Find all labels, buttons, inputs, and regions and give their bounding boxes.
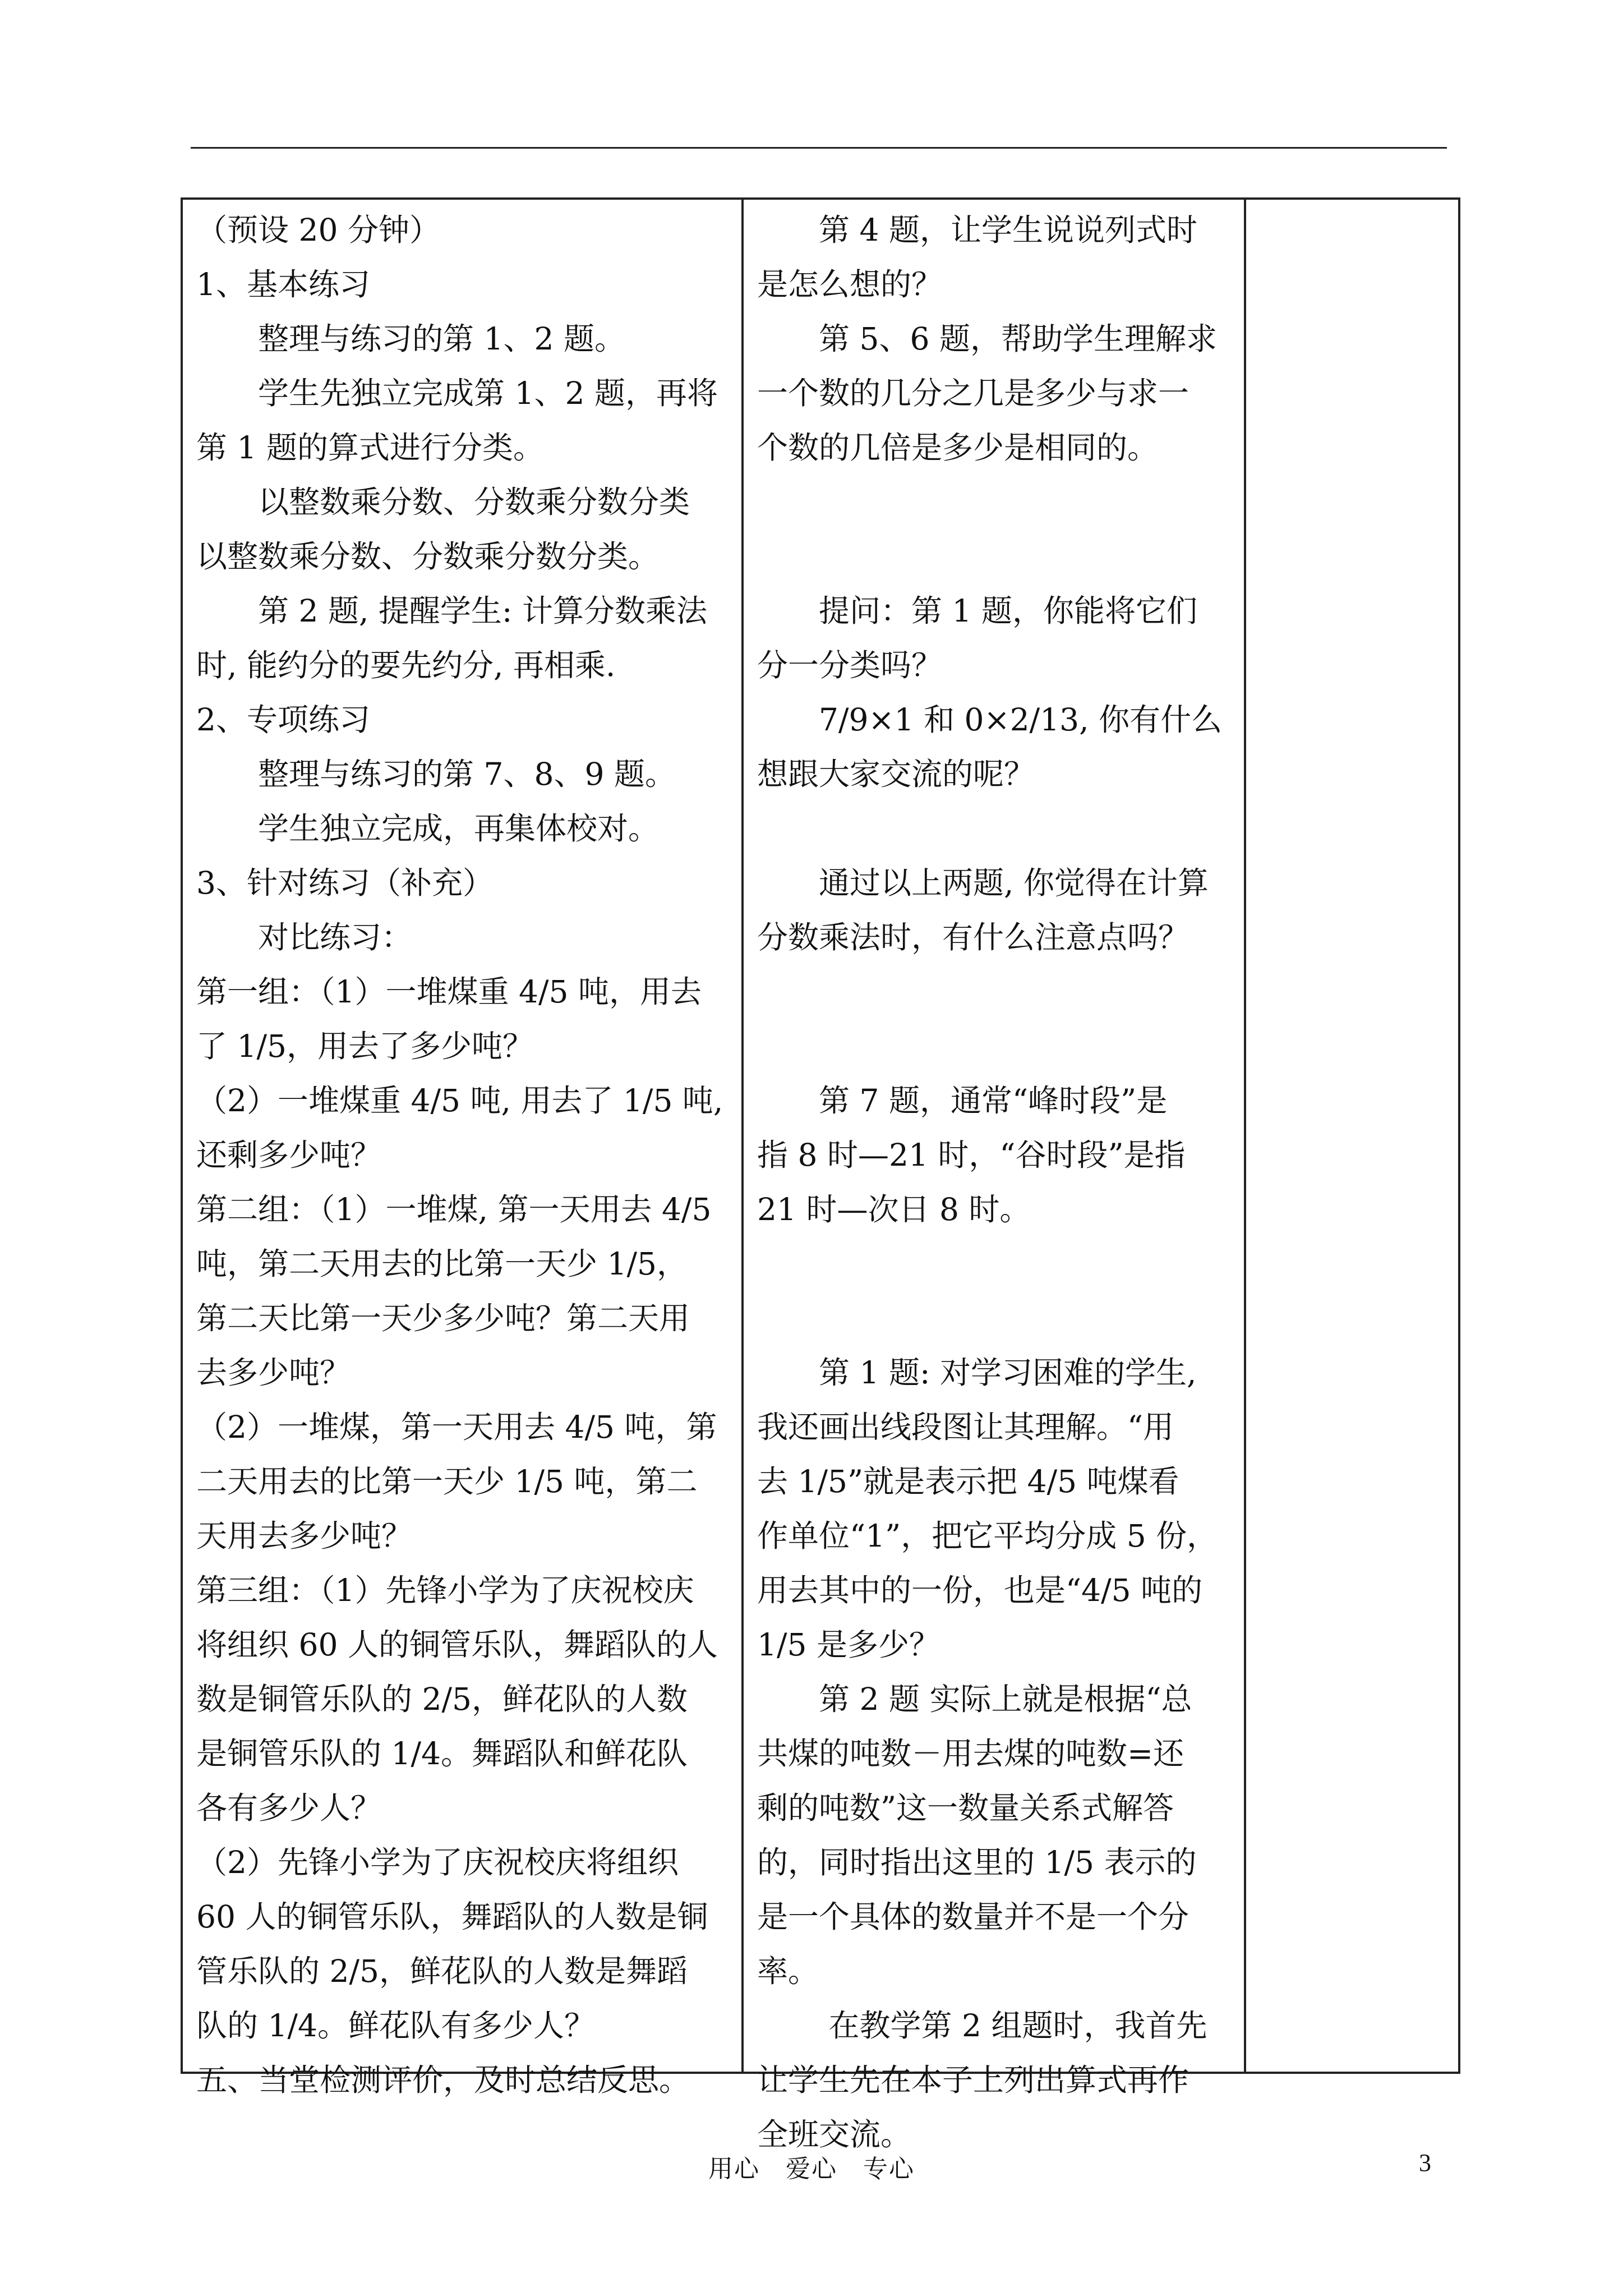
intent-text-line: 想跟大家交流的呢？ <box>757 756 1035 792</box>
intent-text-line: 作单位“1”，把它平均分成 5 份， <box>757 1518 1218 1554</box>
intent-text-line <box>757 965 1239 1019</box>
intent-text-line: 让学生先在本子上列出算式再作 <box>757 2062 1189 2098</box>
activity-text-line: 队的 1/4。鲜花队有多少人？ <box>196 2008 595 2044</box>
activity-text-line: 五、当堂检测评价，及时总结反思。 <box>196 2062 690 2098</box>
activity-text-line: 还剩多少吨？ <box>196 1137 382 1173</box>
intent-text-line: 的，同时指出这里的 1/5 表示的 <box>757 1844 1197 1880</box>
activity-text-line: （2）先锋小学为了庆祝校庆将组织 <box>196 1844 679 1880</box>
intent-text-line: 一个数的几分之几是多少与求一 <box>757 375 1189 411</box>
intent-text-line <box>757 530 1239 584</box>
activity-text-line: 二天用去的比第一天少 1/5 吨，第二 <box>196 1464 698 1499</box>
activity-text-line: 是铜管乐队的 1/4。舞蹈队和鲜花队 <box>196 1736 688 1772</box>
header-rule <box>191 147 1447 149</box>
intent-text-line: 21 时—次日 8 时。 <box>757 1191 1031 1227</box>
intent-text-line: 提问：第 1 题，你能将它们 <box>757 593 1197 629</box>
activity-text-line: 将组织 60 人的铜管乐队，舞蹈队的人 <box>196 1627 718 1663</box>
activity-text-line: 第 1 题的算式进行分类。 <box>196 430 544 466</box>
activity-text-line: 2、专项练习 <box>196 702 370 738</box>
activity-text-line: 吨，第二天用去的比第一天少 1/5， <box>196 1246 688 1282</box>
activity-text-line: 学生独立完成，再集体校对。 <box>196 811 660 846</box>
intent-text-line: 通过以上两题, 你觉得在计算 <box>757 865 1209 901</box>
intent-text-line: 率。 <box>757 1953 819 1989</box>
intent-text-line: 第 7 题，通常“峰时段”是 <box>757 1083 1168 1119</box>
intent-text-line: 第 4 题，让学生说说列式时 <box>757 212 1197 248</box>
intent-text-line: 分数乘法时，有什么注意点吗？ <box>757 919 1189 955</box>
intent-text-line: 个数的几倍是多少是相同的。 <box>757 430 1159 466</box>
page-number: 3 <box>1419 2149 1431 2177</box>
activity-text-line: 60 人的铜管乐队，舞蹈队的人数是铜 <box>196 1899 708 1935</box>
intent-text-line: 我还画出线段图让其理解。“用 <box>757 1409 1174 1445</box>
intent-text-line <box>757 1237 1239 1291</box>
activity-text-line: 对比练习： <box>196 919 413 955</box>
activity-text-line: 第三组：（1）先锋小学为了庆祝校庆 <box>196 1572 694 1608</box>
intent-text-line <box>757 802 1239 856</box>
table-divider-1 <box>741 197 744 2074</box>
intent-text-line: 是一个具体的数量并不是一个分 <box>757 1899 1189 1935</box>
activity-text-line: （2）一堆煤，第一天用去 4/5 吨，第 <box>196 1409 717 1445</box>
activity-text-line: （2）一堆煤重 4/5 吨, 用去了 1/5 吨, <box>196 1083 723 1119</box>
activity-text-line: 各有多少人？ <box>196 1790 382 1826</box>
table-divider-2 <box>1244 197 1246 2074</box>
intent-text-line: 分一分类吗？ <box>757 647 943 683</box>
activity-text-line: 第二天比第一天少多少吨？第二天用 <box>196 1300 690 1336</box>
activity-text-line: 以整数乘分数、分数乘分数分类。 <box>196 539 660 574</box>
intent-text-line: 1/5 是多少？ <box>757 1627 940 1663</box>
intent-text-line: 是怎么想的？ <box>757 266 943 302</box>
intent-text-line: 剩的吨数”这一数量关系式解答 <box>757 1790 1174 1826</box>
intent-text-line <box>757 1291 1239 1346</box>
intent-text-line: 第 5、6 题，帮助学生理解求 <box>757 321 1217 357</box>
activity-text-line: 整理与练习的第 1、2 题。 <box>196 321 625 357</box>
activity-text-line: 管乐队的 2/5，鲜花队的人数是舞蹈 <box>196 1953 688 1989</box>
intent-text-line: 全班交流。 <box>757 2116 912 2152</box>
activity-text-line: 时, 能约分的要先约分, 再相乘. <box>196 647 616 683</box>
intent-text-line: 指 8 时—21 时，“谷时段”是指 <box>757 1137 1186 1173</box>
intent-text-line: 第 2 题 实际上就是根据“总 <box>757 1681 1192 1717</box>
activity-text-line: 第二组：（1）一堆煤, 第一天用去 4/5 <box>196 1191 712 1227</box>
activity-text-line: 3、针对练习（补充） <box>196 865 494 901</box>
activity-text-line: 第 2 题, 提醒学生: 计算分数乘法 <box>196 593 707 629</box>
activity-text-line: 学生先独立完成第 1、2 题，再将 <box>196 375 718 411</box>
activity-text-line: 1、基本练习 <box>196 266 370 302</box>
intent-text-line: 7/9×1 和 0×2/13, 你有什么 <box>757 702 1223 738</box>
notes-column <box>1248 200 1458 2072</box>
activity-text-line: （预设 20 分钟） <box>196 212 440 248</box>
intent-text-line: 共煤的吨数－用去煤的吨数=还 <box>757 1736 1184 1772</box>
activity-text-line: 数是铜管乐队的 2/5，鲜花队的人数 <box>196 1681 688 1717</box>
activity-text-line: 第一组：（1）一堆煤重 4/5 吨，用去 <box>196 974 702 1010</box>
activity-text-line: 以整数乘分数、分数乘分数分类 <box>196 484 690 520</box>
intent-text-line: 用去其中的一份，也是“4/5 吨的 <box>757 1572 1203 1608</box>
activity-text-line: 去多少吨？ <box>196 1355 351 1391</box>
activity-text-line: 天用去多少吨？ <box>196 1518 413 1554</box>
intent-text-line <box>757 475 1239 530</box>
intent-text-line: 在教学第 2 组题时，我首先 <box>757 2008 1207 2044</box>
design-intent-column <box>757 203 1239 2162</box>
intent-text-line: 第 1 题: 对学习困难的学生, <box>757 1355 1197 1391</box>
activity-text-line: 了 1/5，用去了多少吨？ <box>196 1028 533 1064</box>
intent-text-line: 去 1/5”就是表示把 4/5 吨煤看 <box>757 1464 1179 1499</box>
intent-text-line <box>757 1019 1239 1074</box>
activity-text-line: 整理与练习的第 7、8、9 题。 <box>196 756 676 792</box>
activity-column <box>196 203 735 2108</box>
footer-motto: 用心 爱心 专心 <box>708 2155 915 2183</box>
